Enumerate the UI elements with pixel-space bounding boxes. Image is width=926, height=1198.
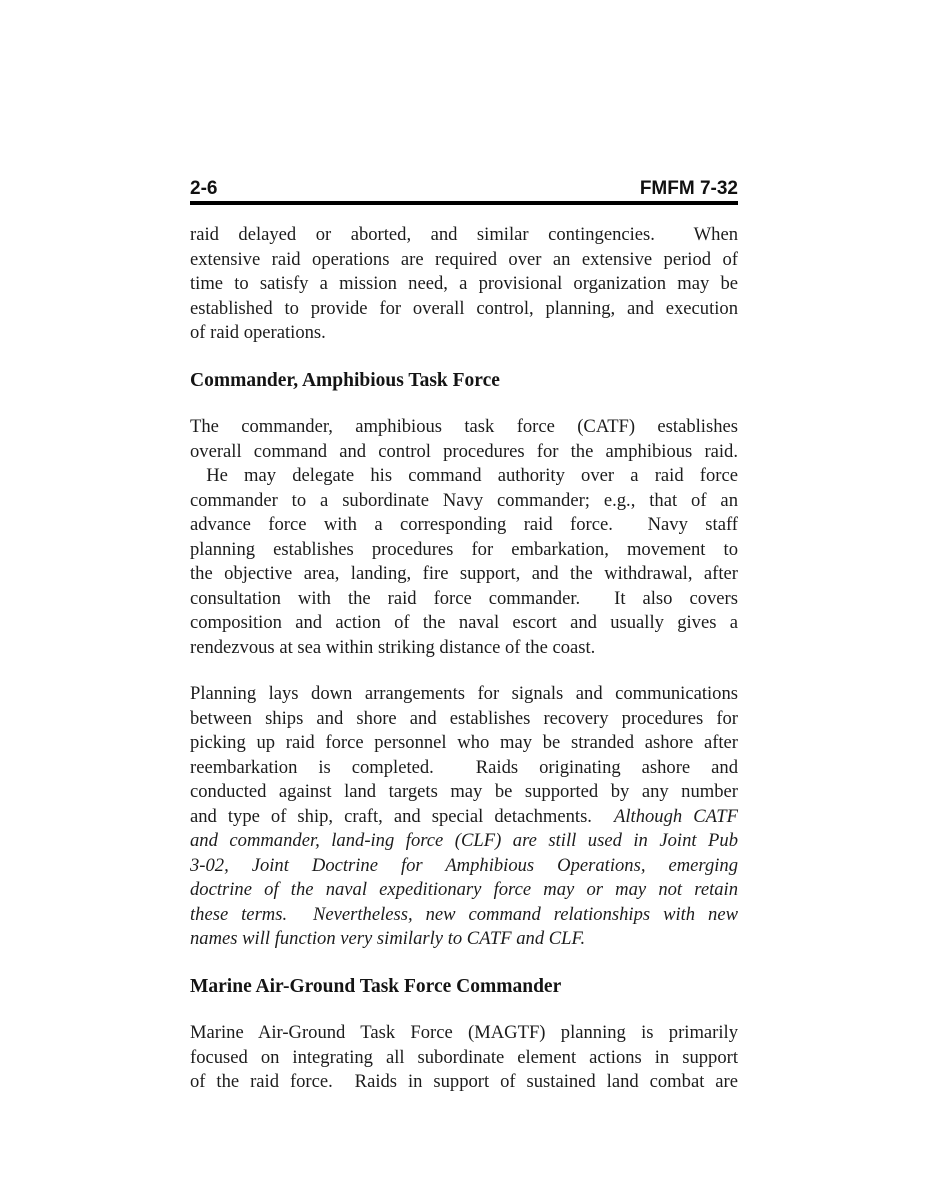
document-body — [190, 223, 738, 1095]
text-line: conducted against land targets may be supported by any number — [190, 781, 738, 802]
text-line: planning establishes procedures for embarkation, movement to — [190, 538, 738, 560]
text-line: extensive raid operations are required over an extensive period of — [190, 248, 738, 270]
section-heading: Commander, Amphibious Task Force — [190, 369, 500, 391]
text-line: time to satisfy a mission need, a provisional organization may be — [190, 273, 738, 294]
text-line: overall command and control procedures for the amphibious raid. — [190, 440, 738, 462]
text-line: and type of ship, craft, and special detachments. Although CATF — [190, 805, 738, 827]
section-heading: Marine Air-Ground Task Force Commander — [190, 975, 562, 997]
text-line: The commander, amphibious task force (CATF) establishes — [190, 416, 738, 437]
text-line: picking up raid force personnel who may be stranded ashore after — [190, 732, 738, 753]
text-line: established to provide for overall control, planning, and execution — [190, 297, 738, 319]
text-line: and commander, land-ing force (CLF) are still used in Joint Pub — [190, 830, 738, 851]
text-line: these terms. Nevertheless, new command relationships with new — [190, 903, 738, 925]
text-line: advance force with a corresponding raid force. Navy staff — [190, 514, 738, 535]
page-header — [190, 178, 738, 205]
text-line: names will function very similarly to CATF and CLF. — [190, 928, 586, 949]
text-line: composition and action of the naval escort and usually gives a — [190, 612, 738, 633]
text-line: rendezvous at sea within striking distance of the coast. — [190, 636, 596, 658]
text-line: reembarkation is completed. Raids originating ashore and — [190, 756, 738, 778]
text-line: commander to a subordinate Navy commander; e.g., that of an — [190, 489, 738, 511]
paragraph — [190, 682, 738, 952]
text-line: focused on integrating all subordinate element actions in support — [190, 1046, 738, 1068]
text-line: consultation with the raid force commander. It also covers — [190, 587, 738, 609]
text-line: 3-02, Joint Doctrine for Amphibious Operations, emerging — [190, 854, 738, 876]
text-line: doctrine of the naval expeditionary force may or may not retain — [190, 879, 738, 900]
text-line: raid delayed or aborted, and similar contingencies. When — [190, 224, 738, 245]
text-line: of raid operations. — [190, 322, 326, 343]
text-line: Marine Air-Ground Task Force (MAGTF) planning is primarily — [190, 1022, 738, 1043]
text-line: He may delegate his command authority over a raid force — [190, 465, 738, 486]
page-number: 2-6 — [190, 178, 218, 199]
text-line: Planning lays down arrangements for signals and communications — [190, 683, 738, 704]
text-line: of the raid force. Raids in support of sustained land combat are — [190, 1071, 738, 1092]
paragraph — [190, 223, 738, 346]
paragraph — [190, 1021, 738, 1095]
page-content — [190, 178, 738, 1095]
paragraph — [190, 415, 738, 660]
text-line: the objective area, landing, fire support, and the withdrawal, after — [190, 563, 738, 584]
text-line: between ships and shore and establishes recovery procedures for — [190, 707, 738, 729]
document-id: FMFM 7-32 — [639, 178, 738, 199]
